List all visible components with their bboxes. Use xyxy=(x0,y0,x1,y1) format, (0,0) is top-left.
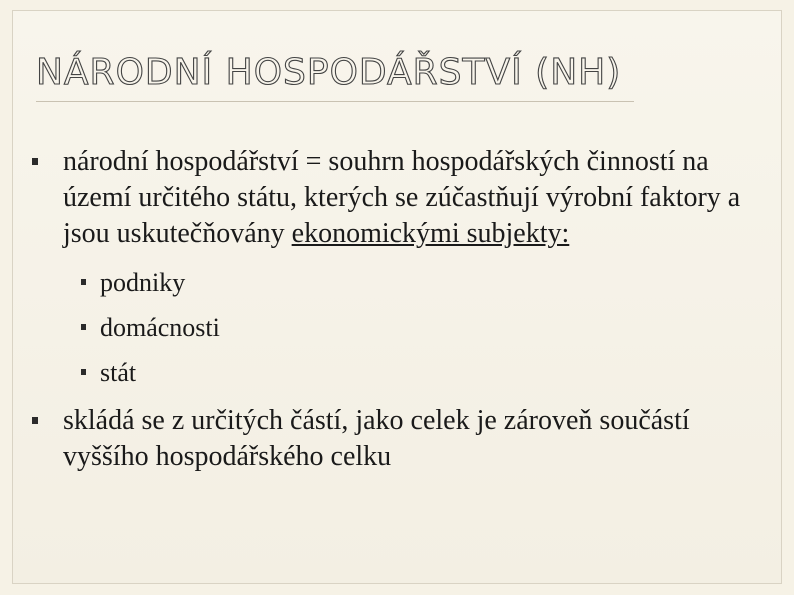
square-bullet-icon xyxy=(32,417,38,424)
sub-bullet-list xyxy=(81,260,762,395)
square-bullet-icon xyxy=(32,158,38,165)
composition-text: skládá se z určitých částí, jako celek je zároveň součástí vyššího hospodářského celku xyxy=(63,405,690,472)
sub-item-podniky xyxy=(81,260,762,305)
sub-item-stat xyxy=(81,350,762,395)
square-bullet-icon xyxy=(81,324,86,330)
bullet-item-definition xyxy=(32,144,762,252)
sub-item-label: podniky xyxy=(100,268,186,297)
slide-title: NÁRODNÍ HOSPODÁŘSTVÍ (NH) xyxy=(36,52,622,93)
square-bullet-icon xyxy=(81,369,86,375)
title-divider xyxy=(36,101,634,102)
definition-underlined-text: ekonomickými subjekty: xyxy=(291,218,570,249)
sub-item-label: domácnosti xyxy=(100,313,220,342)
bullet-list-second xyxy=(32,403,762,475)
sub-item-domacnosti xyxy=(81,305,762,350)
definition-text: národní hospodářství = souhrn hospodářských činností na území určitého státu, kterých se zúčastňují výrobní faktory a jsou uskutečňovány xyxy=(63,146,741,249)
bullet-item-composition xyxy=(32,403,762,475)
sub-item-label: stát xyxy=(100,358,137,387)
bullet-list xyxy=(32,144,762,252)
slide-content xyxy=(32,144,762,475)
square-bullet-icon xyxy=(81,279,86,285)
